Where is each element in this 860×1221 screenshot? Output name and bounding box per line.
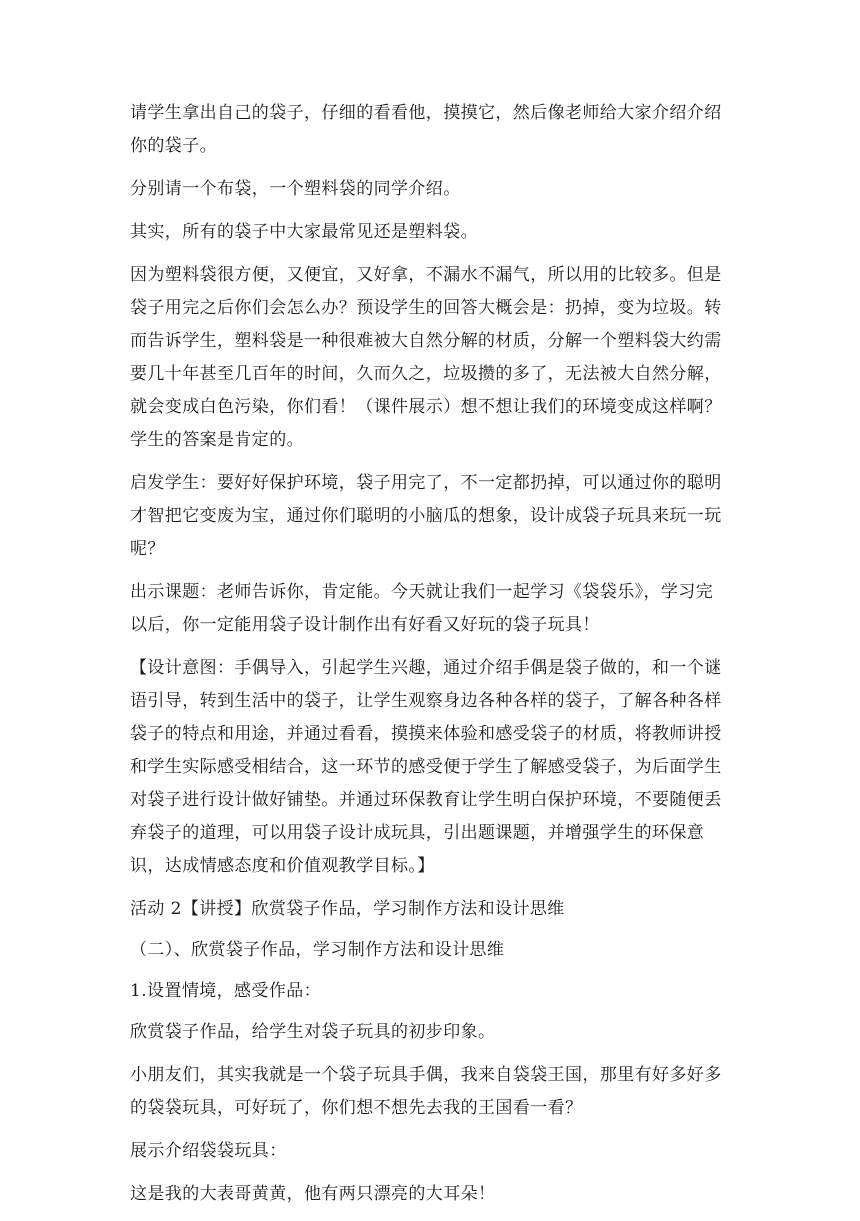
paragraph-intro-bags: 请学生拿出自己的袋子，仔细的看看他，摸摸它，然后像老师给大家介绍介绍你的袋子。 bbox=[130, 103, 722, 156]
paragraph-white-pollution: 因为塑料袋很方便，又便宜，又好拿，不漏水不漏气，所以用的比较多。但是袋子用完之后你们会怎么办？预设学生的回答大概会是：扔掉，变为垃圾。转而告诉学生，塑料袋是一种很难被大自然分解的材质，分解一个塑料袋大约需要几十年甚至几百年的时间，久而久之，垃圾攒的多了，无法被大自然分解，就会变成白色污染，你们看！（课件展示）想不想让我们的环境变成这样啊？学生的答案是肯定的。 bbox=[130, 265, 722, 450]
heading-section-2: （二）、欣赏袋子作品，学习制作方法和设计思维 bbox=[130, 940, 505, 960]
paragraph-bag-kingdom: 小朋友们，其实我就是一个袋子玩具手偶，我来自袋袋王国，那里有好多好多的袋袋玩具，可好玩了，你们想不想先去我的王国看一看？ bbox=[130, 1065, 722, 1118]
paragraph-inspire-students: 启发学生：要好好保护环境，袋子用完了，不一定都扔掉，可以通过你的聪明才智把它变废为宝，通过你们聪明的小脑瓜的想象，设计成袋子玩具来玩一玩呢？ bbox=[130, 473, 722, 559]
heading-activity-2: 活动 2【讲授】欣赏袋子作品，学习制作方法和设计思维 bbox=[130, 899, 565, 919]
document-page bbox=[130, 97, 730, 1221]
paragraph-plastic-common: 其实，所有的袋子中大家最常见还是塑料袋。 bbox=[130, 222, 478, 242]
paragraph-cloth-plastic: 分别请一个布袋，一个塑料袋的同学介绍。 bbox=[130, 179, 461, 199]
heading-step-1: 1.设置情境，感受作品： bbox=[130, 981, 322, 1001]
paragraph-cousin-huanghuang: 这是我的大表哥黄黄，他有两只漂亮的大耳朵！ bbox=[130, 1184, 496, 1204]
paragraph-show-toys: 展示介绍袋袋玩具： bbox=[130, 1141, 287, 1161]
paragraph-design-intent: 【设计意图：手偶导入，引起学生兴趣，通过介绍手偶是袋子做的，和一个谜语引导，转到生活中的袋子，让学生观察身边各种各样的袋子，了解各种各样袋子的特点和用途，并通过看看，摸摸来体验和感受袋子的材质，将教师讲授和学生实际感受相结合，这一环节的感受便于学生了解感受袋子，为后面学生对袋子进行设计做好铺垫。并通过环保教育让学生明白保护环境，不要随便丢弃袋子的道理，可以用袋子设计成玩具，引出题课题，并增强学生的环保意识，达成情感态度和价值观教学目标。】 bbox=[130, 658, 722, 876]
paragraph-appreciate-works: 欣赏袋子作品，给学生对袋子玩具的初步印象。 bbox=[130, 1022, 496, 1042]
paragraph-show-topic: 出示课题：老师告诉你，肯定能。今天就让我们一起学习《袋袋乐》，学习完以后，你一定能用袋子设计制作出有好看又好玩的袋子玩具！ bbox=[130, 582, 714, 635]
